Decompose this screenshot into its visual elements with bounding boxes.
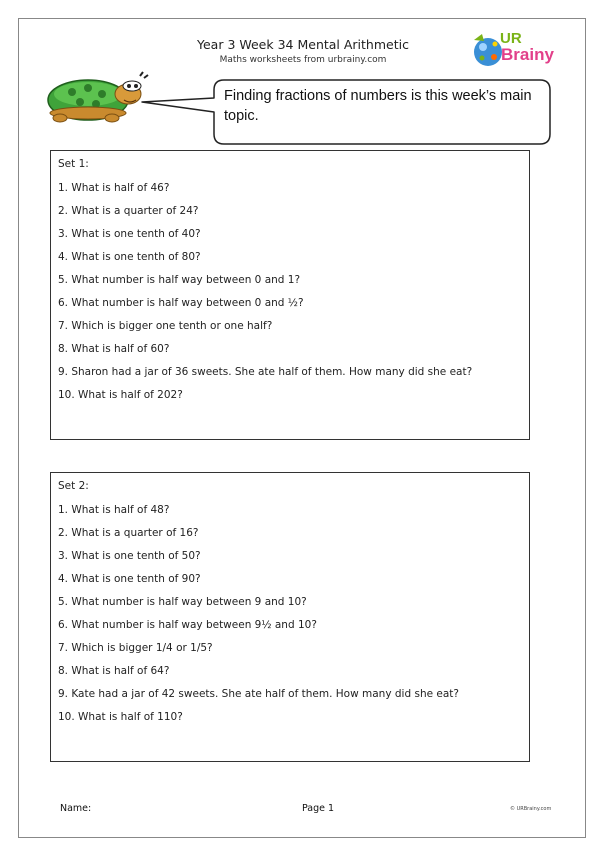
page-title: Year 3 Week 34 Mental Arithmetic: [197, 37, 409, 52]
set-2-question: 10. What is half of 110?: [58, 711, 183, 723]
set-2-question: 5. What number is half way between 9 and 10?: [58, 596, 307, 608]
set-1-question: 3. What is one tenth of 40?: [58, 228, 201, 240]
set-2-question: 7. Which is bigger 1/4 or 1/5?: [58, 642, 213, 654]
set-1-question: 10. What is half of 202?: [58, 389, 183, 401]
set-2-question: 6. What number is half way between 9½ and 10?: [58, 619, 317, 631]
set-1-question: 4. What is one tenth of 80?: [58, 251, 201, 263]
set-2-question: 4. What is one tenth of 90?: [58, 573, 201, 585]
footer-copyright: © URBrainy.com: [510, 806, 552, 812]
set-2-question: 2. What is a quarter of 16?: [58, 527, 199, 539]
set-2-title: Set 2:: [58, 480, 89, 492]
set-2-box: [50, 472, 530, 762]
tortoise-icon: [40, 68, 150, 126]
footer-name-label: Name:: [60, 803, 92, 814]
set-1-title: Set 1:: [58, 158, 89, 170]
set-1-question: 9. Sharon had a jar of 36 sweets. She ate half of them. How many did she eat?: [58, 366, 473, 378]
page-subtitle: Maths worksheets from urbrainy.com: [219, 55, 387, 65]
set-1-box: [50, 150, 530, 440]
set-1-question: 2. What is a quarter of 24?: [58, 205, 199, 217]
set-2-question: 9. Kate had a jar of 42 sweets. She ate half of them. How many did she eat?: [58, 688, 459, 700]
set-1-question: 7. Which is bigger one tenth or one half?: [58, 320, 273, 332]
logo-text-brainy: Brainy: [501, 45, 554, 64]
set-2-question: 1. What is half of 48?: [58, 504, 170, 516]
footer-page-number: Page 1: [302, 803, 335, 814]
set-1-question: 8. What is half of 60?: [58, 343, 170, 355]
set-1-question: 6. What number is half way between 0 and ½?: [58, 297, 304, 309]
bubble-text: Finding fractions of numbers is this week’s main topic.: [224, 88, 532, 124]
set-2-question: 3. What is one tenth of 50?: [58, 550, 201, 562]
set-1-question: 5. What number is half way between 0 and 1?: [58, 274, 301, 286]
logo-text-ur: UR: [500, 30, 522, 47]
set-1-question: 1. What is half of 46?: [58, 182, 170, 194]
set-2-question: 8. What is half of 64?: [58, 665, 170, 677]
